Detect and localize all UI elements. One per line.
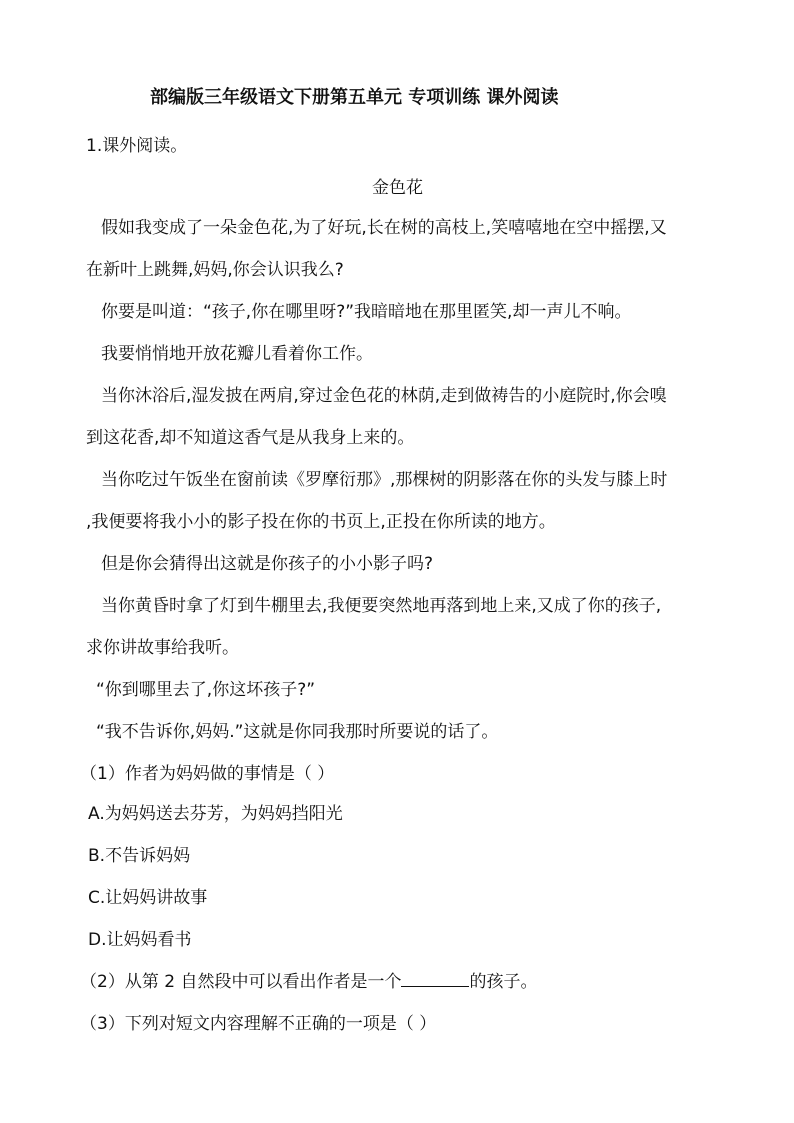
answer-blank[interactable] — [401, 970, 469, 987]
option-a: A.为妈妈送去芬芳，为妈妈挡阳光 — [88, 804, 343, 824]
paragraph-5-line-1: 当你吃过午饭坐在窗前读《罗摩衍那》,那棵树的阴影落在你的头发与膝上时 — [101, 470, 668, 490]
paragraph-3: 我要悄悄地开放花瓣儿看着你工作。 — [101, 344, 373, 364]
paragraph-4-line-1: 当你沐浴后,湿发披在两肩,穿过金色花的林荫,走到做祷告的小庭院时,你会嗅 — [101, 386, 667, 406]
sub-question-2 — [80, 970, 537, 994]
sub-question-2-prefix: （2）从第 2 自然段中可以看出作者是一个 — [80, 972, 402, 992]
option-d: D.让妈妈看书 — [88, 930, 192, 950]
page-title: 部编版三年级语文下册第五单元 专项训练 课外阅读 — [150, 87, 559, 108]
passage-title: 金色花 — [372, 178, 423, 198]
paragraph-7-line-1: 当你黄昏时拿了灯到牛棚里去,我便要突然地再落到地上来,又成了你的孩子, — [101, 596, 662, 616]
sub-question-2-suffix: 的孩子。 — [469, 972, 538, 992]
question-1-header: 1.课外阅读。 — [86, 136, 188, 156]
paragraph-6: 但是你会猜得出这就是你孩子的小小影子吗? — [101, 554, 434, 574]
paragraph-1-line-1: 假如我变成了一朵金色花,为了好玩,长在树的高枝上,笑嘻嘻地在空中摇摆,又 — [101, 218, 667, 238]
sub-question-1: （1）作者为妈妈做的事情是（ ） — [80, 764, 335, 784]
paragraph-9: “我不告诉你,妈妈.”这就是你同我那时所要说的话了。 — [96, 722, 499, 742]
option-b: B.不告诉妈妈 — [88, 846, 191, 866]
paragraph-2: 你要是叫道：“孩子,你在哪里呀?”我暗暗地在那里匿笑,却一声儿不响。 — [101, 302, 632, 322]
sub-question-3: （3）下列对短文内容理解不正确的一项是（ ） — [80, 1014, 437, 1034]
paragraph-8: “你到哪里去了,你这坏孩子?” — [96, 680, 316, 700]
paragraph-1-line-2: 在新叶上跳舞,妈妈,你会认识我么? — [86, 260, 344, 280]
paragraph-4-line-2: 到这花香,却不知道这香气是从我身上来的。 — [86, 428, 415, 448]
option-c: C.让妈妈讲故事 — [88, 888, 208, 908]
paragraph-5-line-2: ,我便要将我小小的影子投在你的书页上,正投在你所读的地方。 — [86, 512, 556, 532]
paragraph-7-line-2: 求你讲故事给我听。 — [86, 638, 239, 658]
